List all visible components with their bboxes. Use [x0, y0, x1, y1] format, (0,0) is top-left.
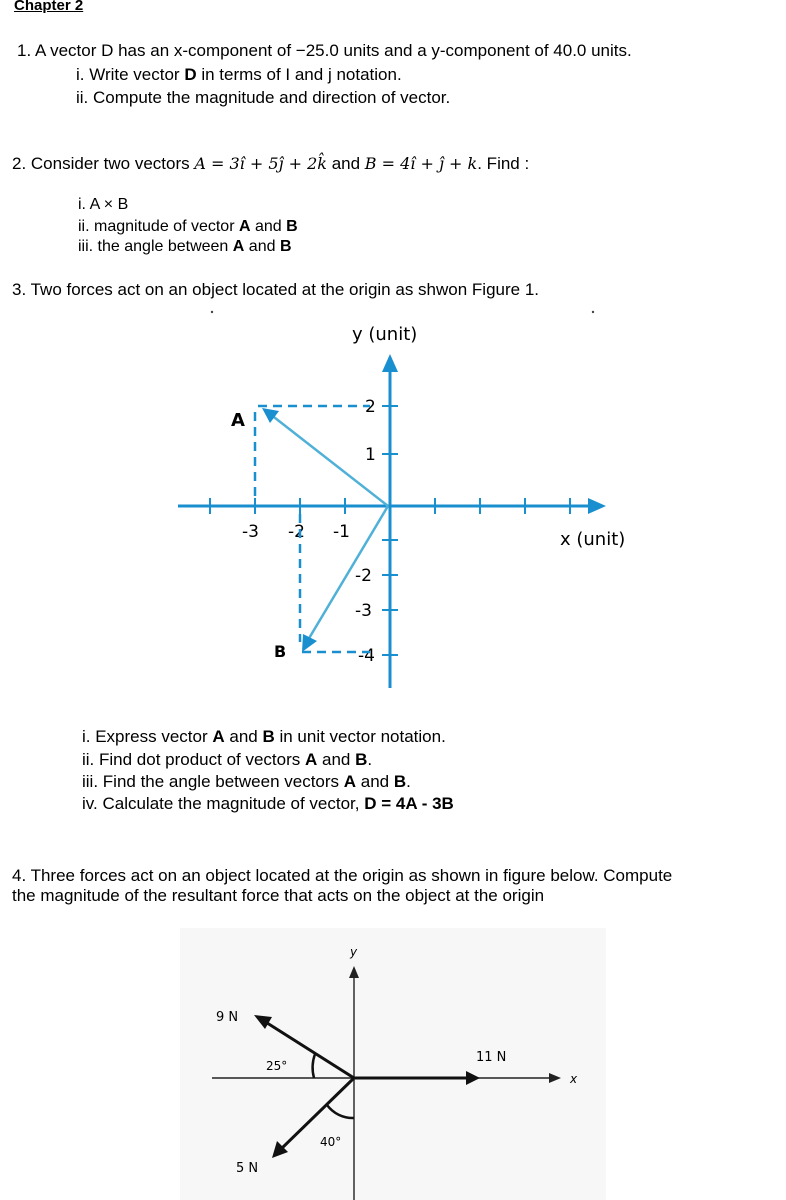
q1-part-i-text-end: in terms of I and j notation. — [196, 65, 402, 84]
force-9n-label: 9 N — [216, 1010, 239, 1025]
q1-part-i — [76, 65, 402, 85]
x-tick-label: -2 — [288, 522, 305, 542]
q3-ii-and: and — [317, 750, 356, 769]
figure-1 — [0, 300, 786, 700]
q1-vector-d: D — [184, 65, 197, 84]
force-5n-label: 5 N — [236, 1161, 259, 1176]
q3-i-b: B — [262, 727, 275, 746]
q2-iii-and: and — [244, 238, 280, 255]
q3-ii-post: . — [367, 750, 373, 769]
force-11n-label: 11 N — [476, 1050, 507, 1065]
fig1-y-label: y (unit) — [352, 324, 418, 345]
vector-a-arrowhead — [262, 408, 279, 423]
q2-iii-b: B — [279, 238, 292, 255]
y-tick-label: 2 — [365, 397, 376, 417]
q3-part-iv — [82, 794, 454, 814]
q3-iii-b: B — [393, 772, 407, 791]
label-a: A — [231, 410, 245, 431]
q2-iii-text: iii. the angle between — [78, 238, 233, 255]
q2-ii-b: B — [286, 218, 298, 235]
q3-part-ii — [82, 750, 372, 770]
q1-part-ii: ii. Compute the magnitude and direction of vector. — [76, 88, 451, 107]
fig2-background — [180, 928, 606, 1200]
q4-line-2: the magnitude of the resultant force that acts on the object at the origin — [12, 886, 545, 905]
q3-i-and: and — [224, 727, 263, 746]
fig2-y-label: y — [350, 945, 358, 959]
q2-pre: 2. Consider two vectors — [12, 154, 195, 173]
q3-ii-b: B — [355, 750, 368, 769]
q3-i-a: A — [212, 727, 225, 746]
q3-part-i — [82, 727, 446, 747]
angle-25-label: 25° — [266, 1059, 288, 1073]
q2-vector-a: A = 3î + 5ĵ + 2k̂ — [194, 154, 327, 173]
q3-iii-a: A — [343, 772, 357, 791]
q2-ii-and: and — [250, 218, 287, 235]
q2-ii-a: A — [238, 218, 251, 235]
fig1-y-axis-arrow — [382, 354, 398, 372]
x-tick-label: -1 — [333, 522, 350, 542]
angle-40-label: 40° — [320, 1135, 342, 1149]
q3-iii-post: . — [406, 772, 411, 791]
figure-2 — [180, 928, 606, 1200]
y-tick-label: -4 — [358, 646, 375, 666]
q2-ii-text: ii. magnitude of vector — [78, 218, 239, 235]
q3-iv-equation: D = 4A - 3B — [364, 794, 454, 813]
q3-iii-text: iii. Find the angle between vectors — [82, 772, 344, 791]
dot-mark — [592, 311, 594, 313]
q2-vector-b: B = 4î + ĵ + k — [364, 154, 478, 173]
x-tick-label: -3 — [242, 522, 259, 542]
q1-part-i-text: i. Write vector — [76, 65, 185, 84]
q4-line-1: 4. Three forces act on an object located at the origin as shown in figure below. Compute — [12, 866, 673, 885]
fig1-x-label: x (unit) — [560, 529, 626, 550]
q2-mid: and — [326, 154, 365, 173]
q3-ii-a: A — [305, 750, 318, 769]
dot-mark — [211, 311, 213, 313]
q3-i-text: i. Express vector — [82, 727, 213, 746]
q3-ii-text: ii. Find dot product of vectors — [82, 750, 305, 769]
q1-statement: 1. A vector D has an x-component of −25.0 units and a y-component of 40.0 units. — [17, 41, 632, 60]
q3-statement: 3. Two forces act on an object located at the origin as shwon Figure 1. — [12, 280, 539, 299]
q3-i-post: in unit vector notation. — [274, 727, 446, 746]
q2-iii-a: A — [232, 238, 245, 255]
chapter-header: Chapter 2 — [14, 0, 84, 14]
q3-iv-text: iv. Calculate the magnitude of vector, — [82, 794, 365, 813]
fig1-x-axis-arrow — [588, 498, 606, 514]
q2-part-ii — [78, 217, 298, 237]
y-tick-label: -3 — [355, 601, 372, 621]
label-b: B — [274, 642, 287, 661]
q3-iii-and: and — [356, 772, 394, 791]
fig2-x-label: x — [570, 1072, 578, 1086]
q2-post: . Find : — [477, 154, 530, 173]
q2-part-i: i. A × B — [78, 196, 129, 213]
y-tick-label: 1 — [365, 445, 376, 465]
q2-part-iii — [78, 237, 292, 257]
q2-statement — [12, 154, 529, 174]
y-tick-label: -2 — [355, 566, 372, 586]
q3-part-iii — [82, 772, 411, 792]
